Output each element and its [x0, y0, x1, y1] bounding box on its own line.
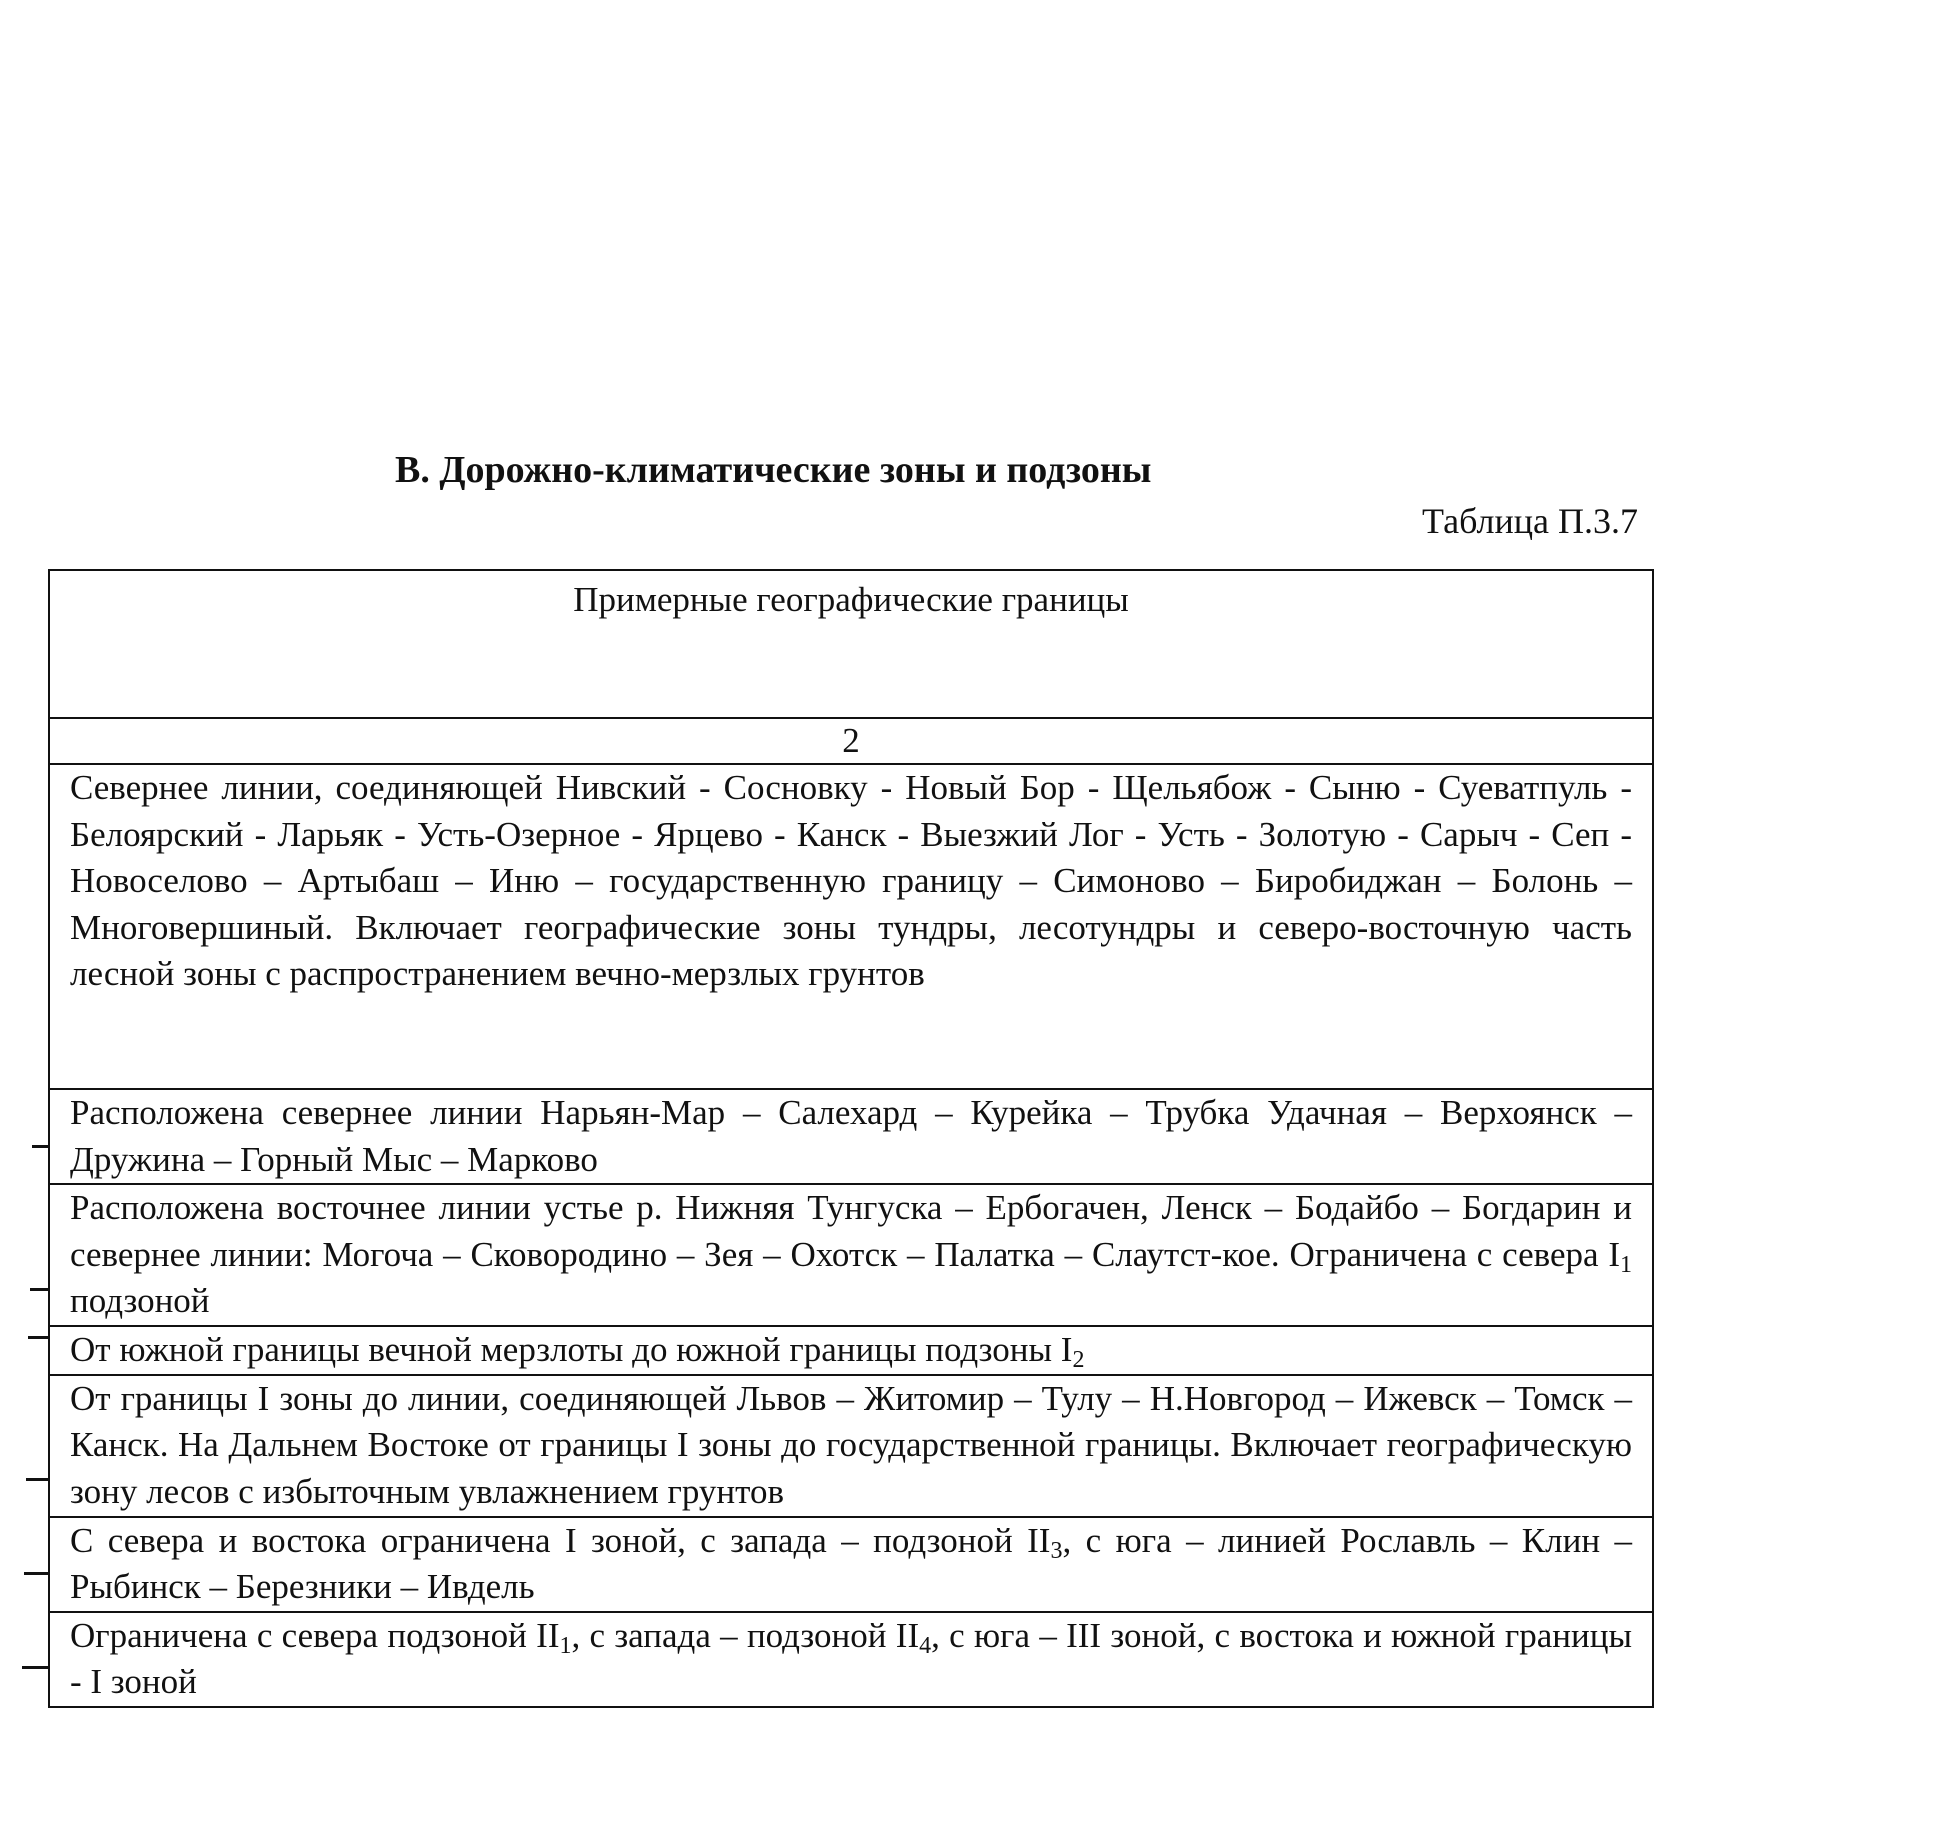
cut-column-edge	[26, 1478, 50, 1481]
table-row	[49, 1375, 1653, 1517]
subscript: 1	[559, 1632, 572, 1659]
zone-ii-cell: От границы I зоны до линии, соединяющей Львов – Житомир – Тулу – Н.Новгород – Ижевск – Томск – Канск. На Дальнем Востоке от границы I зоны до государственной границы. Включает географическую зону лесов с избыточным увлажнением грунтов	[49, 1375, 1653, 1517]
subscript: 1	[1620, 1251, 1632, 1278]
table-header-cell: Примерные географические границы	[49, 570, 1653, 718]
subzone-ii1-cell	[49, 1517, 1653, 1612]
cut-column-edge	[24, 1572, 50, 1575]
table-row	[49, 1612, 1653, 1707]
table-row	[49, 1326, 1653, 1375]
table-number: Таблица П.3.7	[1422, 501, 1638, 541]
zones-table	[48, 569, 1654, 1708]
cell-text: Ограничена с севера подзоной II	[70, 1615, 560, 1655]
cell-text: Расположена восточнее линии устье р. Нижняя Тунгуска – Ербогачен, Ленск – Бодайбо – Богдарин и севернее линии: Могоча – Сковородино – Зея – Охотск – Палатка – Слаутст-кое. Ограничена с севера I	[70, 1188, 1632, 1274]
column-number-row	[49, 718, 1653, 764]
subscript: 3	[1050, 1537, 1063, 1564]
table-row	[49, 1517, 1653, 1612]
cut-column-edge	[28, 1336, 50, 1339]
cell-text: подзоной	[70, 1281, 210, 1320]
table-row	[49, 1089, 1653, 1184]
cut-column-edge	[32, 1145, 50, 1148]
subzone-i3-cell	[49, 1326, 1653, 1375]
cell-text: От южной границы вечной мерзлоты до южной границы подзоны I	[70, 1330, 1073, 1369]
cell-text: С севера и востока ограничена I зоной, с запада – подзоной II	[70, 1520, 1051, 1560]
subscript: 2	[1072, 1347, 1085, 1373]
table-row	[49, 1184, 1653, 1326]
column-number-cell: 2	[49, 718, 1653, 764]
table-header-row	[49, 570, 1653, 718]
cut-column-edge	[22, 1666, 50, 1669]
zone-i-cell: Севернее линии, соединяющей Нивский - Сосновку - Новый Бор - Щельябож - Сыню - Суеватпуль - Белоярский - Ларьяк - Усть-Озерное - Ярцево - Канск - Выезжий Лог - Усть - Золотую - Сарыч - Сеп - Новоселово – Артыбаш – Иню – государственную границу – Симоново – Биробиджан – Болонь – Многовершиный. Включает географические зоны тундры, лесотундры и северо-восточную часть лесной зоны с распространением вечно-мерзлых грунтов	[49, 764, 1653, 1089]
cut-column-edge	[30, 1288, 50, 1291]
section-title: В. Дорожно-климатические зоны и подзоны	[395, 449, 1152, 491]
subzone-i1-cell: Расположена севернее линии Нарьян-Мар – Салехард – Курейка – Трубка Удачная – Верхоянск – Дружина – Горный Мыс – Марково	[49, 1089, 1653, 1184]
table-row	[49, 764, 1653, 1089]
subscript: 4	[919, 1632, 932, 1659]
cell-text: , с юга – III зоной, с востока и южной границы - I зоной	[70, 1615, 1632, 1701]
subzone-ii2-cell	[49, 1612, 1653, 1707]
cell-text: , с юга – линией Рославль – Клин – Рыбинск – Березники – Ивдель	[70, 1520, 1632, 1606]
subzone-i2-cell	[49, 1184, 1653, 1326]
cell-text: , с запада – подзоной II	[571, 1615, 920, 1655]
